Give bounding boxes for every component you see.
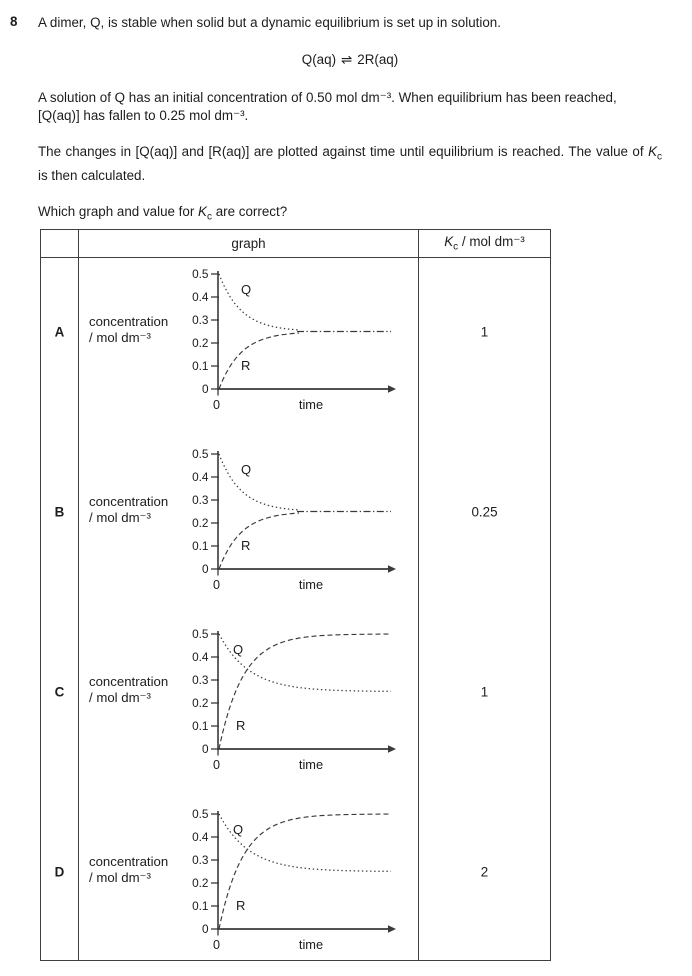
r-curve-label: R [236, 718, 246, 734]
y-axis-title: concentration / mol dm⁻³ [89, 673, 169, 706]
x-axis-label: time [298, 757, 324, 773]
x-axis-label: time [298, 397, 324, 413]
y-tick-label: 0.5 [192, 448, 209, 462]
x-origin-label: 0 [212, 758, 221, 773]
y-tick-label: 0.5 [192, 268, 209, 282]
y-tick-label: 0.1 [192, 359, 209, 374]
y-tick-label: 0.1 [192, 899, 209, 914]
y-tick-label: 0.2 [192, 696, 209, 711]
y-tick-label: 0 [201, 742, 209, 757]
header-kc-cell [419, 230, 550, 258]
q-curve [219, 634, 391, 691]
y-tick-label: 0.4 [192, 830, 209, 845]
q-curve-label: Q [233, 822, 244, 838]
y-tick-label: 0.3 [192, 673, 209, 688]
r-curve-label: R [241, 538, 251, 554]
paragraph-question-suffix: are correct? [211, 203, 288, 219]
q-curve-label: Q [233, 642, 244, 658]
option-letter-a: A [54, 324, 65, 340]
q-curve [219, 274, 299, 330]
x-axis-arrow-icon [388, 386, 396, 393]
option-letter-cell [41, 258, 79, 438]
kc-symbol: K [444, 234, 454, 250]
y-tick-label: 0 [201, 922, 209, 937]
concentration-time-graph-a [186, 268, 398, 414]
option-letter-b: B [54, 504, 65, 520]
options-table [40, 229, 551, 961]
x-origin-label: 0 [212, 398, 221, 413]
paragraph-question-prefix: Which graph and value for [38, 203, 199, 219]
header-letter-cell [41, 230, 79, 258]
equation-left: Q(aq) [301, 52, 337, 67]
y-tick-label: 0.3 [192, 853, 209, 868]
r-curve [219, 513, 299, 569]
kc-subscript: c [453, 241, 459, 253]
kc-value-c: 1 [480, 684, 489, 700]
concentration-time-graph-d [186, 808, 398, 954]
y-tick-label: 0.2 [192, 516, 209, 531]
q-curve-label: Q [241, 462, 252, 478]
kc-symbol: K [198, 203, 207, 219]
equilibrium-arrow-icon: ⇌ [341, 53, 353, 68]
y-tick-label: 0.3 [192, 493, 209, 508]
y-tick-label: 0.2 [192, 876, 209, 891]
graph-cell-c [79, 618, 419, 798]
header-kc-label [444, 234, 525, 253]
kc-subscript: c [206, 211, 212, 223]
question-intro-row [0, 0, 692, 32]
option-letter-d: D [54, 864, 65, 880]
y-tick-label: 0.4 [192, 650, 209, 665]
chemical-equation [38, 51, 662, 70]
option-letter-c: C [54, 684, 65, 700]
y-tick-label: 0.2 [192, 336, 209, 351]
y-axis-title: concentration / mol dm⁻³ [89, 493, 169, 526]
concentration-time-graph-b [186, 448, 398, 594]
concentration-time-graph-c [186, 628, 398, 774]
x-axis-arrow-icon [388, 746, 396, 753]
header-graph-cell [79, 230, 419, 258]
equation-right: 2R(aq) [357, 52, 399, 67]
graph-cell-a [79, 258, 419, 438]
kc-value-a: 1 [480, 324, 489, 340]
paragraph-initial-concentration: A solution of Q has an initial concentration of 0.50 mol dm⁻³. When equilibrium has been reached, [Q(aq)] has fallen to 0.25 mol dm⁻³. [38, 90, 617, 123]
y-tick-label: 0.4 [192, 470, 209, 485]
paragraph-changes-suffix: is then calculated. [38, 167, 146, 183]
y-tick-label: 0.3 [192, 313, 209, 328]
paragraph-changes-prefix: The changes in [Q(aq)] and [R(aq)] are plotted against time until equilibrium is reached. The value of [38, 144, 649, 159]
paragraph-changes [38, 143, 662, 185]
kc-subscript: c [657, 151, 662, 163]
paragraph-question [38, 203, 662, 227]
y-tick-label: 0.1 [192, 719, 209, 734]
r-curve-label: R [236, 898, 246, 914]
question-intro-text: A dimer, Q, is stable when solid but a dynamic equilibrium is set up in solution. [38, 15, 501, 30]
x-axis-label: time [298, 937, 324, 953]
kc-units: / mol dm⁻³ [458, 234, 525, 250]
kc-symbol: K [648, 144, 657, 159]
y-axis-title: concentration / mol dm⁻³ [89, 853, 169, 886]
option-letter-cell [41, 798, 79, 960]
q-curve [219, 454, 299, 510]
option-letter-cell [41, 618, 79, 798]
r-curve [219, 333, 299, 389]
y-tick-label: 0.1 [192, 539, 209, 554]
x-axis-arrow-icon [388, 566, 396, 573]
kc-value-cell [419, 438, 550, 618]
kc-value-cell [419, 258, 550, 438]
header-graph-label: graph [231, 236, 266, 252]
q-curve [219, 814, 391, 871]
x-axis-arrow-icon [388, 926, 396, 933]
q-curve-label: Q [241, 282, 252, 298]
y-tick-label: 0.5 [192, 628, 209, 642]
x-origin-label: 0 [212, 938, 221, 953]
kc-value-b: 0.25 [471, 504, 498, 520]
question-number: 8 [10, 14, 18, 29]
y-tick-label: 0.4 [192, 290, 209, 305]
kc-value-cell [419, 618, 550, 798]
kc-value-d: 2 [480, 864, 489, 880]
kc-value-cell [419, 798, 550, 960]
option-letter-cell [41, 438, 79, 618]
r-curve-label: R [241, 358, 251, 374]
y-tick-label: 0 [201, 562, 209, 577]
y-tick-label: 0.5 [192, 808, 209, 822]
y-axis-title: concentration / mol dm⁻³ [89, 313, 169, 346]
graph-cell-d [79, 798, 419, 960]
y-tick-label: 0 [201, 382, 209, 397]
graph-cell-b [79, 438, 419, 618]
x-axis-label: time [298, 577, 324, 593]
x-origin-label: 0 [212, 578, 221, 593]
